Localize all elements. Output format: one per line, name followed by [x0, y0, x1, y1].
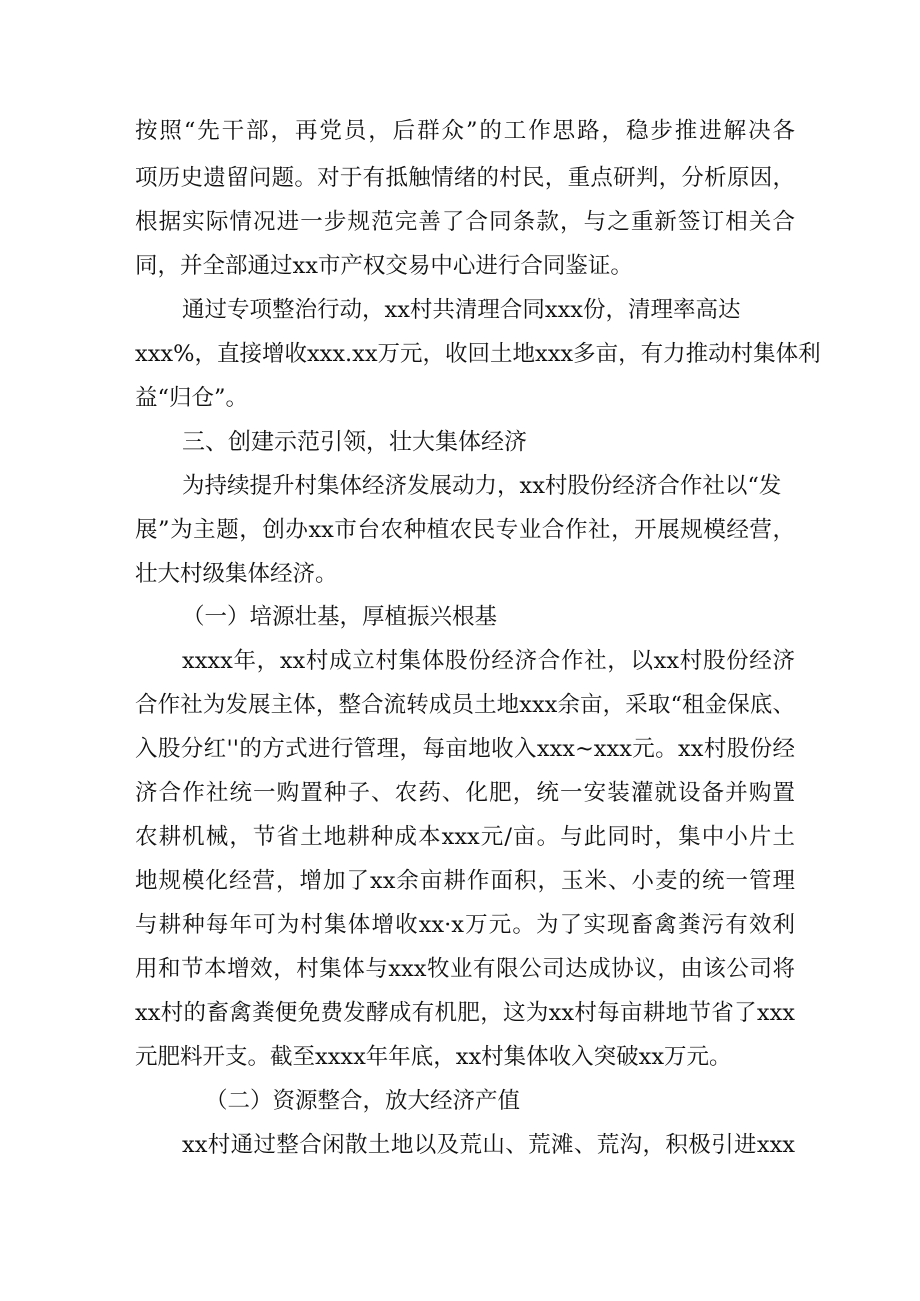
paragraph-line: 展”为主题，创办xx市台农种植农民专业合作社，开展规模经营，	[135, 517, 795, 543]
paragraph-line: 用和节本增效，村集体与xxx牧业有限公司达成协议，由该公司将	[135, 956, 795, 982]
paragraph-line: 元肥料开支。截至xxxx年年底，xx村集体收入突破xx万元。	[135, 1044, 732, 1070]
paragraph-line: 入股分红''的方式进行管理，每亩地收入xxx~xxx元。xx村股份经	[135, 736, 795, 762]
paragraph-line: 农耕机械，节省土地耕种成本xxx元/亩。与此同时，集中小片土	[135, 824, 795, 850]
paragraph-line: xxx%，直接增收xxx.xx万元，收回土地xxx多亩，有力推动村集体利	[135, 341, 821, 367]
paragraph-first-line: xx村通过整合闲散土地以及荒山、荒滩、荒沟，积极引进xxx	[182, 1132, 795, 1158]
paragraph-first-line: 通过专项整治行动，xx村共清理合同xxx份，清理率高达	[182, 297, 741, 323]
paragraph-line: 同，并全部通过xx市产权交易中心进行合同鉴证。	[135, 253, 633, 279]
paragraph-first-line: 为持续提升村集体经济发展动力，xx村股份经济合作社以“发	[182, 473, 782, 499]
paragraph-line: 根据实际情况进一步规范完善了合同条款，与之重新签订相关合	[135, 209, 795, 235]
paragraph-first-line: xxxx年，xx村成立村集体股份经济合作社，以xx村股份经济	[182, 648, 795, 674]
paragraph-line: 项历史遗留问题。对于有抵触情绪的村民，重点研判，分析原因，	[135, 165, 795, 191]
paragraph-line: 合作社为发展主体，整合流转成员土地xxx余亩，采取“租金保底、	[135, 692, 795, 718]
subsection-heading: （一）培源壮基，厚植振兴根基	[182, 604, 498, 630]
paragraph-line: 济合作社统一购置种子、农药、化肥，统一安装灌就设备并购置	[135, 780, 795, 806]
paragraph-line: 壮大村级集体经济。	[135, 561, 338, 587]
paragraph-line: 与耕种每年可为村集体增收xx·x万元。为了实现畜禽粪污有效利	[135, 912, 795, 938]
section-heading: 三、创建示范引领，壮大集体经济	[182, 429, 527, 455]
paragraph-line: 按照“先干部，再党员，后群众”的工作思路，稳步推进解决各	[135, 118, 795, 144]
paragraph-line: 益“归仓”。	[135, 385, 249, 411]
subsection-heading: （二）资源整合，放大经济产值	[205, 1088, 521, 1114]
paragraph-line: 地规模化经营，增加了xx余亩耕作面积，玉米、小麦的统一管理	[135, 868, 795, 894]
paragraph-line: xx村的畜禽粪便免费发酵成有机肥，这为xx村每亩耕地节省了xxx	[135, 1000, 795, 1026]
